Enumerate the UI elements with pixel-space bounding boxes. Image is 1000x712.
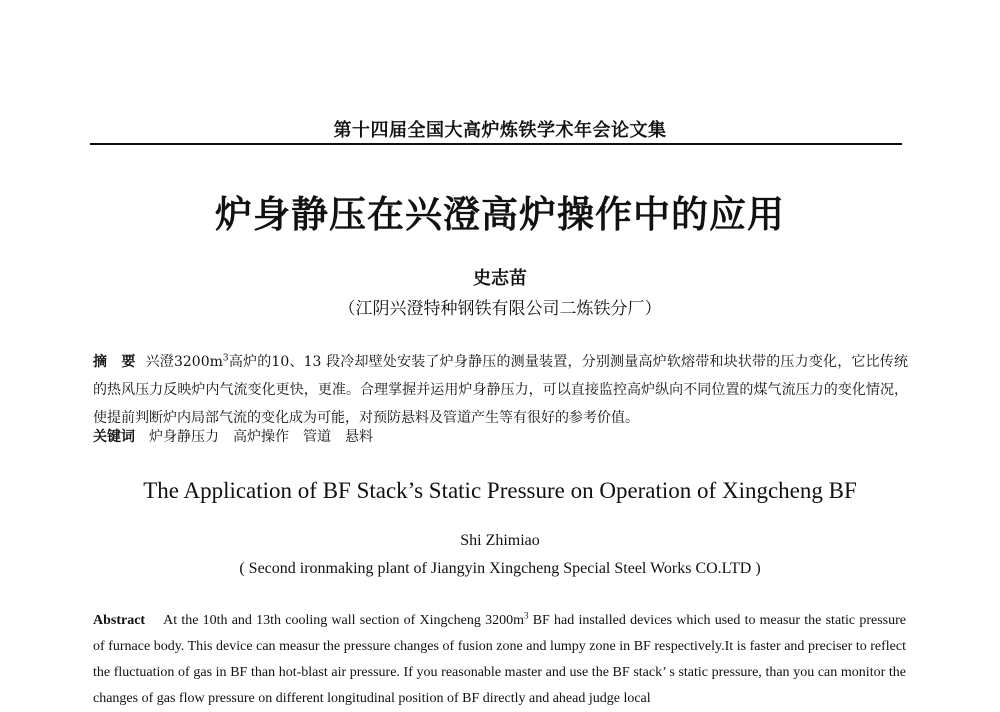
keywords-zh [93,426,387,446]
paper-title-en: The Application of BF Stack’s Static Pressure on Operation of Xingcheng BF [143,478,857,503]
keyword-item: 悬料 [345,429,373,445]
keywords-label-zh: 关键词 [93,429,135,445]
superscript-cubic-en: 3 [524,610,529,621]
superscript-cubic-zh: 3 [222,353,229,364]
abstract-text-zh-1: 兴澄3200m [145,354,223,370]
abstract-en [93,608,906,712]
abstract-label-zh: 摘 要 [93,354,136,370]
header-rule [90,143,902,145]
keyword-item: 管道 [303,429,331,445]
abstract-text-en-1: At the 10th and 13th cooling wall section of Xingcheng 3200m [163,613,524,628]
abstract-text-en-2: BF had installed devices which used to measur the static pressure of furnace body. This device can measur the pressure changes of fusion zone and lumpy zone in BF respectively.It is faster and preciser to reflect the fluctuation of gas in BF than hot-blast air pressure. If you reasonable master and use the BF stack’ s static pressure, than you can monitor the changes of gas flow pressure on different longitudinal position of BF directly and ahead judge local [93,613,907,706]
author-name-en: Shi Zhimiao [460,532,540,549]
proceedings-header: 第十四届全国大高炉炼铁学术年会论文集 [333,120,667,141]
abstract-label-en: Abstract [93,613,146,628]
keyword-item: 高炉操作 [233,429,289,445]
author-name-zh: 史志苗 [473,268,527,289]
affiliation-en: ( Second ironmaking plant of Jiangyin Xingcheng Special Steel Works CO.LTD ) [239,560,761,577]
abstract-zh [93,348,908,432]
affiliation-zh: （江阴兴澄特种钢铁有限公司二炼铁分厂） [338,299,662,319]
paper-title-zh: 炉身静压在兴澄高炉操作中的应用 [215,193,785,236]
abstract-text-zh-2: 高炉的10、13 段冷却壁处安装了炉身静压的测量装置，分别测量高炉软熔带和块状带的压力变化，它比传统的热风压力反映炉内气流变化更快，更准。合理掌握并运用炉身静压力，可以直接监控高炉纵向不同位置的煤气流压力的变化情况，使提前判断炉内局部气流的变化成为可能，对预防悬料及管道产生等有很好的参考价值。 [93,354,909,426]
keyword-item: 炉身静压力 [149,429,219,445]
